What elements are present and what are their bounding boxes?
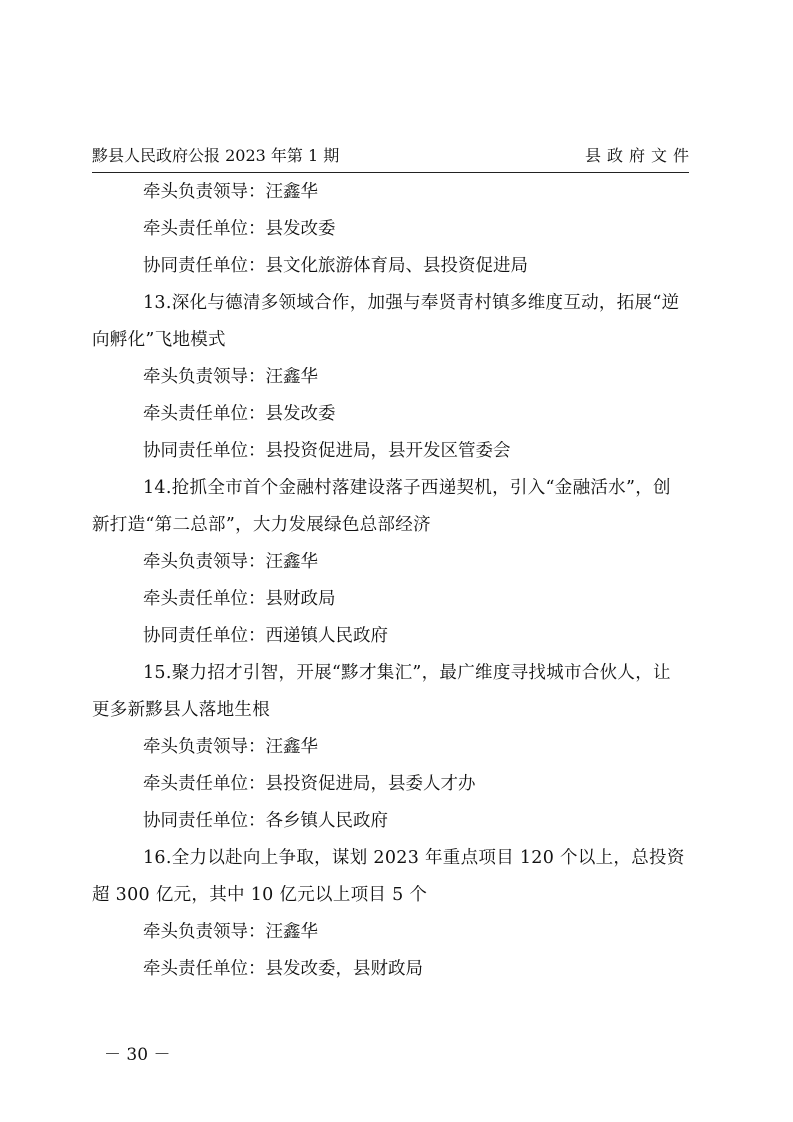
responsibility-line: 牵头负责领导：汪鑫华 bbox=[143, 737, 318, 757]
responsibility-line: 协同责任单位：西递镇人民政府 bbox=[143, 626, 388, 646]
item-heading-line: 13.深化与德清多领域合作，加强与奉贤青村镇多维度互动，拓展“逆 bbox=[143, 293, 680, 313]
running-header bbox=[92, 140, 695, 173]
item-heading-line: 更多新黟县人落地生根 bbox=[92, 700, 270, 720]
responsibility-line: 牵头责任单位：县财政局 bbox=[143, 589, 336, 609]
item-heading-line: 16.全力以赴向上争取，谋划 2023 年重点项目 120 个以上，总投资 bbox=[143, 848, 685, 868]
item-heading-line: 向孵化”飞地模式 bbox=[92, 330, 226, 350]
document-body bbox=[92, 174, 689, 988]
responsibility-line: 协同责任单位：县文化旅游体育局、县投资促进局 bbox=[143, 256, 528, 276]
responsibility-line: 牵头责任单位：县发改委 bbox=[143, 404, 336, 424]
item-heading-line: 15.聚力招才引智，开展“黟才集汇”，最广维度寻找城市合伙人，让 bbox=[143, 663, 671, 683]
header-publication-title: 黟县人民政府公报 2023 年第 1 期 bbox=[92, 146, 340, 165]
item-heading-line: 新打造“第二总部”，大力发展绿色总部经济 bbox=[92, 515, 431, 535]
responsibility-line: 牵头负责领导：汪鑫华 bbox=[143, 552, 318, 572]
responsibility-line: 牵头负责领导：汪鑫华 bbox=[143, 367, 318, 387]
responsibility-line: 牵头负责领导：汪鑫华 bbox=[143, 182, 318, 202]
responsibility-line: 牵头责任单位：县发改委 bbox=[143, 219, 336, 239]
responsibility-line: 协同责任单位：各乡镇人民政府 bbox=[143, 811, 388, 831]
responsibility-line: 牵头负责领导：汪鑫华 bbox=[143, 922, 318, 942]
page-number: － 30 － bbox=[104, 1045, 171, 1065]
item-heading-line: 超 300 亿元，其中 10 亿元以上项目 5 个 bbox=[92, 885, 428, 905]
responsibility-line: 协同责任单位：县投资促进局，县开发区管委会 bbox=[143, 441, 511, 461]
header-section-title: 县政府文件 bbox=[584, 146, 695, 165]
responsibility-line: 牵头责任单位：县发改委，县财政局 bbox=[143, 959, 423, 979]
item-heading-line: 14.抢抓全市首个金融村落建设落子西递契机，引入“金融活水”，创 bbox=[143, 478, 671, 498]
responsibility-line: 牵头责任单位：县投资促进局，县委人才办 bbox=[143, 774, 476, 794]
